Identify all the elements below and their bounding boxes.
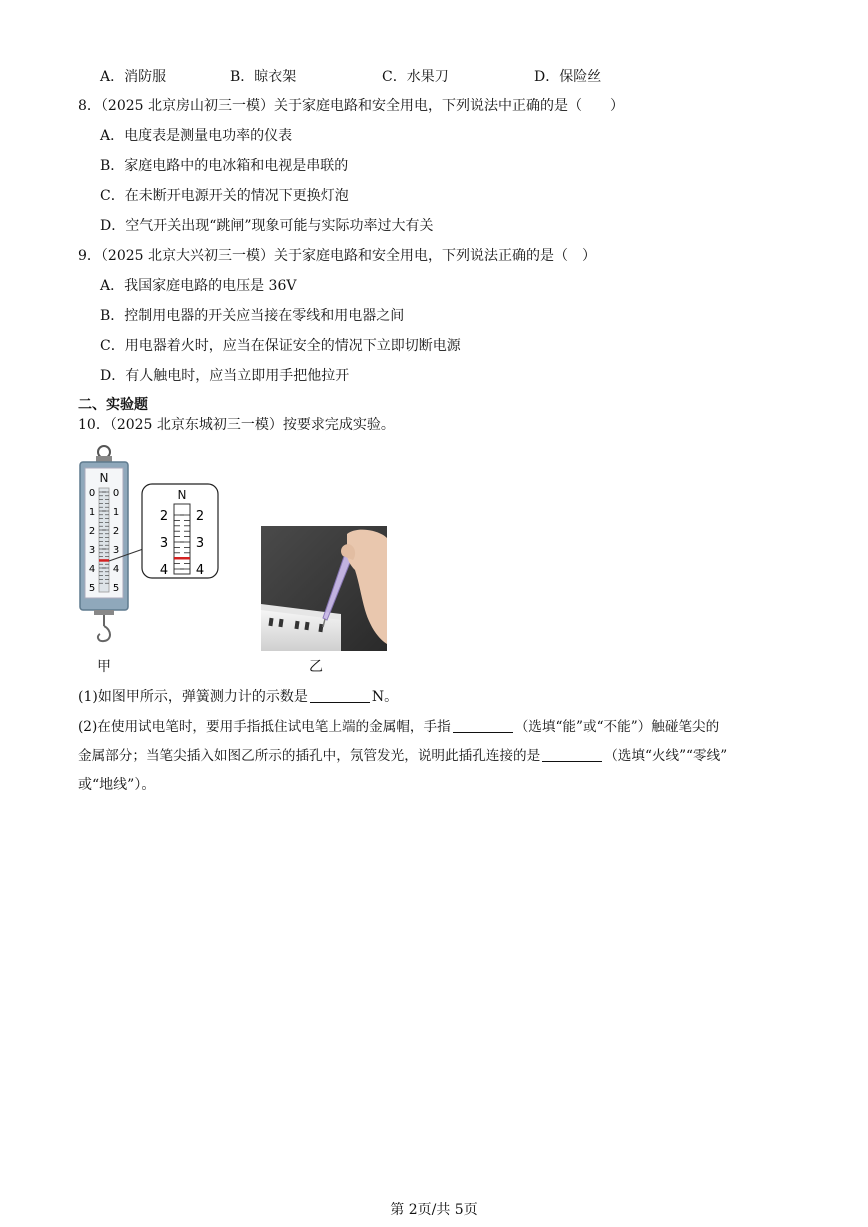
scale-tick-label: 3 xyxy=(112,545,120,556)
q10-part2-text-c: 金属部分；当笔尖插入如图乙所示的插孔中，氖管发光，说明此插孔连接的是 xyxy=(78,748,541,764)
zoom-tick-label: 4 xyxy=(159,563,169,578)
test-pen-photo xyxy=(261,526,387,651)
scale-unit-label: N xyxy=(99,471,109,485)
scale-tick-label: 5 xyxy=(88,583,96,594)
q10-part1-unit: N。 xyxy=(371,689,399,705)
q10-part2-line2 xyxy=(78,746,727,766)
section-heading: 二、实验题 xyxy=(78,397,148,413)
scale-tick-label: 0 xyxy=(88,488,96,499)
q7-option-a: A．消防服 xyxy=(100,69,167,85)
zoom-unit-label: N xyxy=(177,488,187,502)
q9-option-a: A．我国家庭电路的电压是 36V xyxy=(100,278,297,294)
q8-option-a: A．电度表是测量电功率的仪表 xyxy=(100,128,293,144)
page-footer: 第 2页/共 5页 xyxy=(390,1202,478,1218)
q10-part1 xyxy=(78,687,398,707)
q8-option-c: C．在未断开电源开关的情况下更换灯泡 xyxy=(100,188,349,204)
q9-option-c: C．用电器着火时，应当在保证安全的情况下立即切断电源 xyxy=(100,338,461,354)
q10-part2-text-d: （选填“火线”“零线” xyxy=(604,748,728,764)
answer-blank-1[interactable] xyxy=(310,688,370,703)
zoom-tick-label: 4 xyxy=(195,563,205,578)
scale-tick-label: 1 xyxy=(112,507,120,518)
figure-label-jia: 甲 xyxy=(97,659,111,675)
q8-option-d: D．空气开关出现“跳闸”现象可能与实际功率过大有关 xyxy=(100,218,434,234)
scale-tick-label: 4 xyxy=(112,564,120,575)
scale-tick-label: 3 xyxy=(88,545,96,556)
q7-option-d: D．保险丝 xyxy=(534,69,602,85)
zoom-pointer xyxy=(174,557,190,560)
q10-stem: 10．（2025 北京东城初三一模）按要求完成实验。 xyxy=(78,417,395,433)
scale-tick-label: 4 xyxy=(88,564,96,575)
q10-part2-line1 xyxy=(78,717,719,737)
q7-options xyxy=(100,66,740,86)
scale-pointer xyxy=(99,559,109,562)
zoom-tick-label: 2 xyxy=(159,509,169,524)
scale-tick-label: 1 xyxy=(88,507,96,518)
scale-tick-label: 2 xyxy=(88,526,96,537)
answer-blank-3[interactable] xyxy=(542,747,602,762)
q7-option-b: B．晾衣架 xyxy=(230,69,297,85)
scale-tick-label: 2 xyxy=(112,526,120,537)
q10-part2-line3: 或“地线”）。 xyxy=(78,777,156,793)
q9-option-b: B．控制用电器的开关应当接在零线和用电器之间 xyxy=(100,308,405,324)
spring-scale-figure xyxy=(76,444,226,654)
q9-stem: 9．（2025 北京大兴初三一模）关于家庭电路和安全用电，下列说法正确的是（ ） xyxy=(78,248,596,264)
zoom-tick-label: 2 xyxy=(195,509,205,524)
zoom-tick-label: 3 xyxy=(195,536,205,551)
scale-tick-label: 0 xyxy=(112,488,120,499)
q8-stem: 8．（2025 北京房山初三一模）关于家庭电路和安全用电，下列说法中正确的是（ ） xyxy=(78,98,624,114)
scale-hook xyxy=(98,626,110,641)
q10-part2-text-a: (2)在使用试电笔时，要用手指抵住试电笔上端的金属帽，手指 xyxy=(78,719,451,735)
q10-part1-text: (1)如图甲所示，弹簧测力计的示数是 xyxy=(78,689,308,705)
scale-bottom-cap xyxy=(94,610,114,615)
q9-option-d: D．有人触电时，应当立即用手把他拉开 xyxy=(100,368,350,384)
scale-tick-label: 5 xyxy=(112,583,120,594)
scale-top-cap xyxy=(96,456,112,462)
q8-option-b: B．家庭电路中的电冰箱和电视是串联的 xyxy=(100,158,349,174)
q10-part2-text-b: （选填“能”或“不能”）触碰笔尖的 xyxy=(514,719,720,735)
q7-option-c: C．水果刀 xyxy=(382,69,449,85)
figure-label-yi: 乙 xyxy=(309,659,323,675)
answer-blank-2[interactable] xyxy=(453,718,513,733)
zoom-tick-label: 3 xyxy=(159,536,169,551)
